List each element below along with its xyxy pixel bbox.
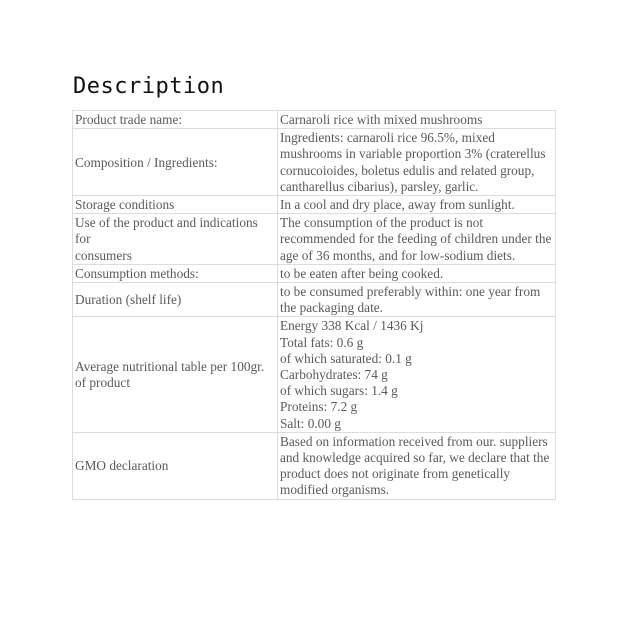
- nutrition-proteins: Proteins: 7.2 g: [280, 399, 358, 415]
- nutrition-salt: Salt: 0.00 g: [280, 415, 341, 431]
- table-row-consumption: [73, 264, 556, 282]
- label-line: consumers: [75, 247, 132, 263]
- row-label: [73, 432, 278, 499]
- nutrition-sugars: of which sugars: 1.4 g: [280, 383, 398, 399]
- row-value: [278, 196, 556, 214]
- label-line: Composition / Ingredients:: [75, 154, 218, 170]
- table-row-trade-name: [73, 111, 556, 129]
- row-label: [73, 283, 278, 317]
- value-line: to be consumed preferably within: one year from the packaging date.: [280, 284, 541, 316]
- value-line: Carnaroli rice with mixed mushrooms: [280, 112, 483, 127]
- page-title: Description: [73, 74, 225, 99]
- nutrition-total-fats: Total fats: 0.6 g: [280, 334, 364, 350]
- label-line: Storage conditions: [75, 197, 175, 213]
- table-row-composition: [73, 129, 556, 196]
- label-line: Average nutritional table per 100gr. of product: [75, 358, 265, 391]
- row-label: [73, 111, 278, 129]
- nutrition-carbohydrates: Carbohydrates: 74 g: [280, 367, 388, 383]
- table-row-use: [73, 214, 556, 265]
- table-row-shelf-life: [73, 283, 556, 317]
- value-line: to be eaten after being cooked.: [280, 265, 444, 281]
- row-label: [73, 214, 278, 265]
- nutrition-energy: Energy 338 Kcal / 1436 Kj: [280, 318, 424, 334]
- value-line: In a cool and dry place, away from sunlight.: [280, 197, 515, 213]
- product-spec-table: [72, 110, 556, 500]
- label-line: Use of the product and indications for: [75, 215, 258, 247]
- table-row-gmo: [73, 432, 556, 499]
- table-row-storage: [73, 196, 556, 214]
- row-label: [73, 317, 278, 432]
- row-value: [278, 214, 556, 265]
- row-value: [278, 317, 556, 432]
- row-label: [73, 196, 278, 214]
- row-label: [73, 264, 278, 282]
- value-line: Based on information received from our. suppliers and knowledge acquired so far, we declare that the product does not originate from genetically modified organisms.: [280, 433, 550, 498]
- row-value: [278, 283, 556, 317]
- label-line: GMO declaration: [75, 458, 169, 474]
- label-line: Duration (shelf life): [75, 292, 182, 308]
- label-line: Consumption methods:: [75, 265, 199, 281]
- row-value: [278, 111, 556, 129]
- value-line: Ingredients: carnaroli rice 96.5%, mixed mushrooms in variable proportion 3% (craterellus cornucoioides, boletus edulis and related group, cantharellus cibarius), parsley, garlic.: [280, 130, 546, 194]
- nutrition-saturated: of which saturated: 0.1 g: [280, 350, 412, 366]
- table-row-nutrition: [73, 317, 556, 432]
- row-value: [278, 432, 556, 499]
- value-line: The consumption of the product is not recommended for the feeding of children under the age of 36 months, and for low-sodium diets.: [280, 215, 552, 263]
- row-value: [278, 264, 556, 282]
- label-line: Product trade name:: [75, 112, 183, 127]
- row-value: [278, 129, 556, 196]
- row-label: [73, 129, 278, 196]
